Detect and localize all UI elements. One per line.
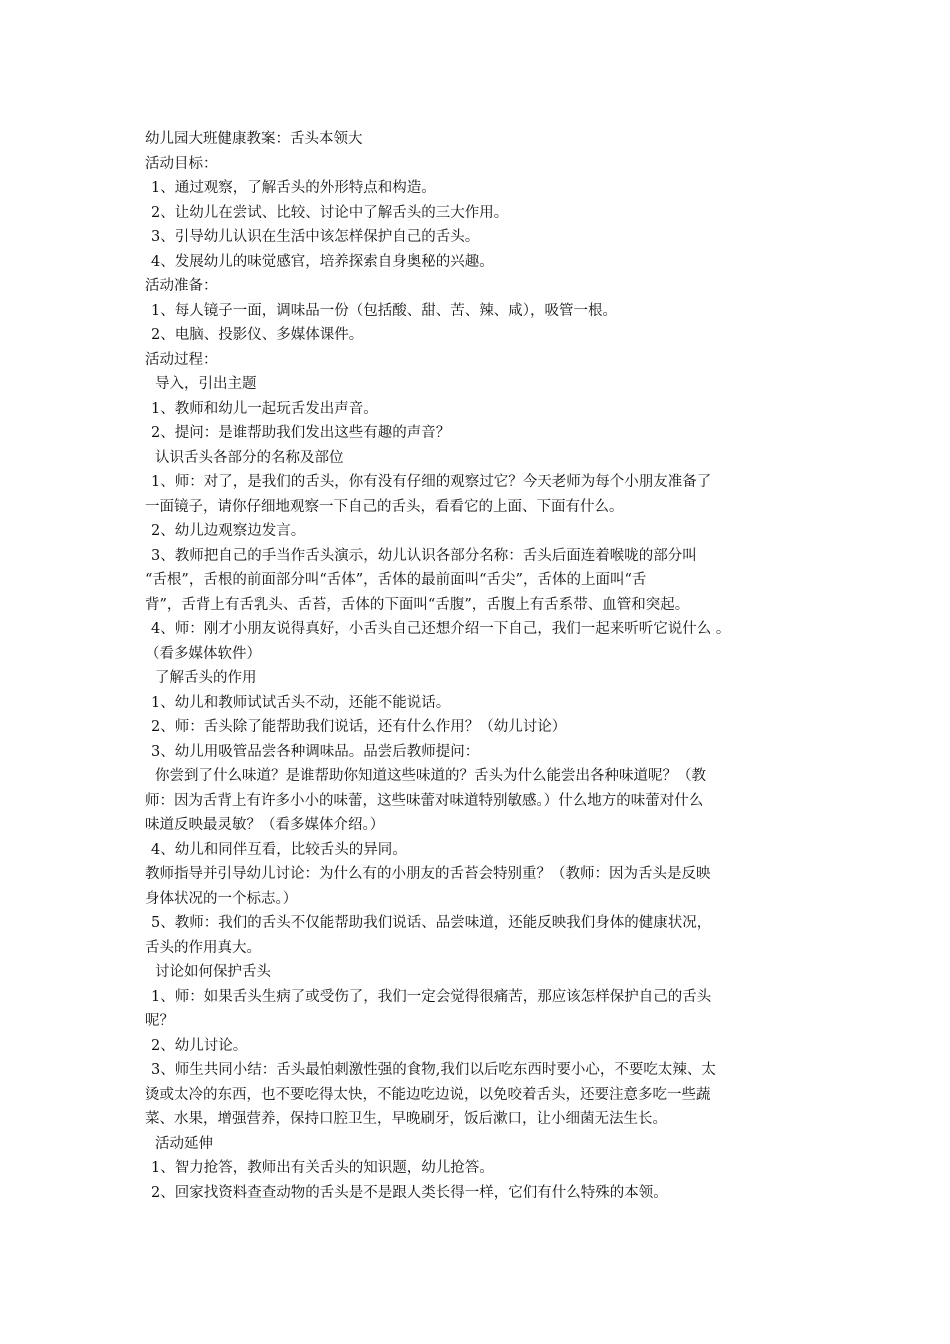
uses-item-5-line: 5、教师：我们的舌头不仅能帮助我们说话、品尝味道，还能反映我们身体的健康状况， xyxy=(151,915,712,931)
goal-item: 2、让幼儿在尝试、比较、讨论中了解舌头的三大作用。 xyxy=(151,204,509,221)
parts-item-1-line: 一面镜子，请你仔细地观察一下自己的舌头，看看它的上面、下面有什么。 xyxy=(145,498,624,515)
parts-item-3-line: 3、教师把自己的手当作舌头演示，幼儿认识各部分名称：舌头后面连着喉咙的部分叫 xyxy=(151,547,697,564)
uses-item-5-line: 舌头的作用真大。 xyxy=(145,939,261,956)
goal-item: 1、通过观察，了解舌头的外形特点和构造。 xyxy=(151,180,436,196)
uses-guide-line: 教师指导并引导幼儿讨论：为什么有的小朋友的舌苔会特别重？（教师：因为舌头是反映 xyxy=(145,866,711,882)
uses-item-2: 2、师：舌头除了能帮助我们说话，还有什么作用？（幼儿讨论） xyxy=(151,719,567,735)
uses-guide-line: 身体状况的一个标志。） xyxy=(145,890,298,907)
protect-item-2: 2、幼儿讨论。 xyxy=(151,1037,248,1054)
parts-item-4-line: （看多媒体软件） xyxy=(145,645,261,662)
uses-question-line: 你尝到了什么味道？是谁帮助你知道这些味道的？舌头为什么能尝出各种味道呢？（教 xyxy=(155,768,706,784)
protect-item-1-line: 呢？ xyxy=(145,1013,174,1029)
extension-item-1: 1、智力抢答，教师出有关舌头的知识题，幼儿抢答。 xyxy=(151,1160,494,1176)
extension-heading: 活动延伸 xyxy=(155,1135,213,1152)
parts-item-1-line: 1、师：对了，是我们的舌头，你有没有仔细的观察过它？今天老师为每个小朋友准备了 xyxy=(151,474,712,490)
uses-item-1: 1、幼儿和教师试试舌头不动，还能不能说话。 xyxy=(151,694,451,711)
goals-heading: 活动目标： xyxy=(145,155,218,172)
document-title: 幼儿园大班健康教案：舌头本领大 xyxy=(145,131,363,147)
protect-item-3-line: 3、师生共同小结：舌头最怕刺激性强的食物,我们以后吃东西时要小心，不要吃太辣、太 xyxy=(151,1062,716,1078)
goal-item: 4、发展幼儿的味觉感官，培养探索自身奥秘的兴趣。 xyxy=(151,253,494,270)
extension-item-2: 2、回家找资料查查动物的舌头是不是跟人类长得一样，它们有什么特殊的本领。 xyxy=(151,1184,668,1201)
parts-item-4-line: 4、师：刚才小朋友说得真好，小舌头自己还想介绍一下自己，我们一起来听听它说什么 。 xyxy=(151,621,731,637)
document-body xyxy=(145,127,825,1205)
protect-heading: 讨论如何保护舌头 xyxy=(155,964,271,980)
prep-item: 2、电脑、投影仪、多媒体课件。 xyxy=(151,327,364,343)
uses-item-3: 3、幼儿用吸管品尝各种调味品。品尝后教师提问： xyxy=(151,743,480,760)
uses-question-line: 师：因为舌背上有许多小小的味蕾，这些味蕾对味道特别敏感。）什么地方的味蕾对什么 xyxy=(145,792,704,809)
intro-item: 2、提问：是谁帮助我们发出这些有趣的声音？ xyxy=(151,425,451,441)
process-heading: 活动过程： xyxy=(145,351,218,368)
intro-item: 1、教师和幼儿一起玩舌发出声音。 xyxy=(151,400,378,417)
goal-item: 3、引导幼儿认识在生活中该怎样保护自己的舌头。 xyxy=(151,229,480,245)
uses-item-4: 4、幼儿和同伴互看，比较舌头的异同。 xyxy=(151,841,407,858)
intro-heading: 导入，引出主题 xyxy=(155,376,257,392)
parts-item-3-line: “舌根”，舌根的前面部分叫“舌体”，舌体的最前面叫“舌尖”，舌体的上面叫“舌 xyxy=(145,572,647,588)
protect-item-1-line: 1、师：如果舌头生病了或受伤了，我们一定会觉得很痛苦，那应该怎样保护自己的舌头 xyxy=(151,988,712,1005)
uses-question-line: 味道反映最灵敏？（看多媒体介绍。） xyxy=(145,817,385,833)
prep-item: 1、每人镜子一面，调味品一份（包括酸、甜、苦、辣、咸），吸管一根。 xyxy=(151,302,617,319)
protect-item-3-line: 菜、水果，增强营养，保持口腔卫生，早晚刷牙，饭后漱口，让小细菌无法生长。 xyxy=(145,1111,667,1127)
parts-item-2: 2、幼儿边观察边发言。 xyxy=(151,523,306,539)
parts-heading: 认识舌头各部分的名称及部位 xyxy=(155,449,344,466)
protect-item-3-line: 烫或太冷的东西，也不要吃得太快，不能边吃边说，以免咬着舌头，还要注意多吃一些蔬 xyxy=(145,1086,711,1103)
parts-item-3-line: 背”，舌背上有舌乳头、舌苔，舌体的下面叫“舌腹”，舌腹上有舌系带、血管和突起。 xyxy=(145,596,690,613)
uses-heading: 了解舌头的作用 xyxy=(155,670,257,686)
prep-heading: 活动准备： xyxy=(145,278,218,294)
